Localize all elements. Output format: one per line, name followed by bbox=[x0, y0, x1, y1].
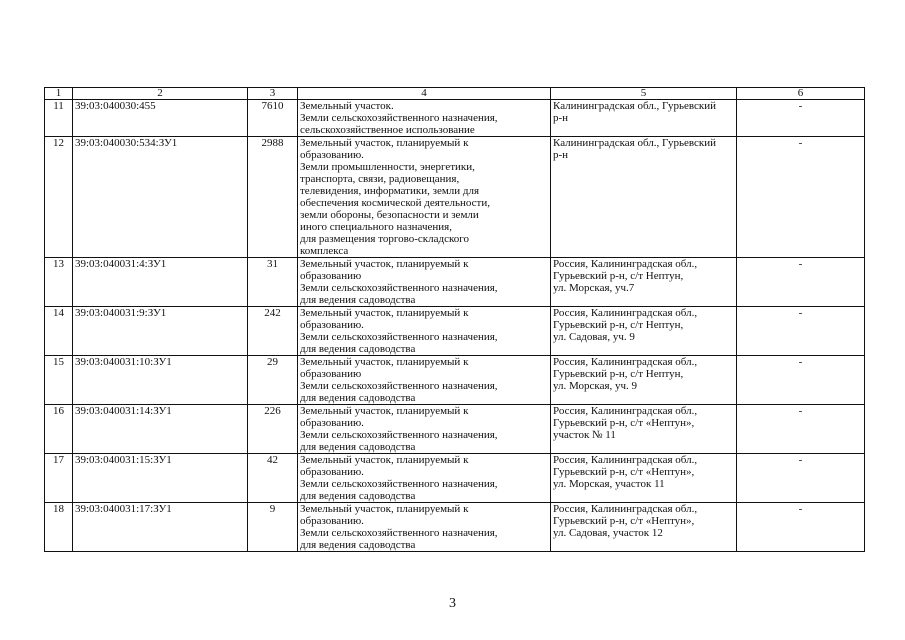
description-line: образованию. bbox=[300, 515, 364, 527]
row-number-cell: 15 bbox=[45, 356, 73, 405]
column-header-2: 2 bbox=[73, 88, 248, 100]
cadastral-number-cell: 39:03:040030:534:ЗУ1 bbox=[73, 137, 248, 258]
area-cell: 29 bbox=[248, 356, 298, 405]
description-line: комплекса bbox=[300, 245, 349, 257]
description-line: Земли сельскохозяйственного назначения, bbox=[300, 331, 498, 343]
rights-cell: - bbox=[737, 356, 865, 405]
description-cell bbox=[298, 137, 551, 258]
table-row bbox=[45, 405, 865, 454]
address-line: Гурьевский р-н, с/т «Нептун», bbox=[553, 466, 695, 478]
address-cell bbox=[551, 307, 737, 356]
address-line: Россия, Калининградская обл., bbox=[553, 405, 698, 417]
cadastral-number-cell: 39:03:040031:10:ЗУ1 bbox=[73, 356, 248, 405]
description-line: земли обороны, безопасности и земли bbox=[300, 209, 479, 221]
row-number-cell: 17 bbox=[45, 454, 73, 503]
address-line: ул. Морская, уч.7 bbox=[553, 282, 635, 294]
table-row bbox=[45, 137, 865, 258]
address-line: р-н bbox=[553, 112, 569, 124]
address-line: Калининградская обл., Гурьевский bbox=[553, 137, 716, 149]
description-line: Земли сельскохозяйственного назначения, bbox=[300, 527, 498, 539]
address-cell bbox=[551, 405, 737, 454]
table-row bbox=[45, 100, 865, 137]
land-plots-table bbox=[44, 87, 865, 552]
description-line: для ведения садоводства bbox=[300, 539, 416, 551]
table-row bbox=[45, 503, 865, 552]
cadastral-number-cell: 39:03:040030:455 bbox=[73, 100, 248, 137]
address-cell bbox=[551, 454, 737, 503]
column-header-3: 3 bbox=[248, 88, 298, 100]
description-line: для ведения садоводства bbox=[300, 392, 416, 404]
address-line: ул. Садовая, уч. 9 bbox=[553, 331, 635, 343]
row-number-cell: 14 bbox=[45, 307, 73, 356]
page-number: 3 bbox=[449, 596, 456, 611]
address-line: ул. Садовая, участок 12 bbox=[553, 527, 663, 539]
description-line: Земли промышленности, энергетики, bbox=[300, 161, 475, 173]
description-line: Земли сельскохозяйственного назначения, bbox=[300, 478, 498, 490]
address-cell bbox=[551, 100, 737, 137]
table-row bbox=[45, 307, 865, 356]
description-cell bbox=[298, 258, 551, 307]
description-cell bbox=[298, 405, 551, 454]
address-line: Россия, Калининградская обл., bbox=[553, 454, 698, 466]
cadastral-number-cell: 39:03:040031:4:ЗУ1 bbox=[73, 258, 248, 307]
address-line: ул. Морская, участок 11 bbox=[553, 478, 665, 490]
cadastral-number-cell: 39:03:040031:9:ЗУ1 bbox=[73, 307, 248, 356]
description-line: сельскохозяйственное использование bbox=[300, 124, 475, 136]
address-line: Россия, Калининградская обл., bbox=[553, 307, 698, 319]
table-body bbox=[45, 100, 865, 552]
description-line: образованию. bbox=[300, 466, 364, 478]
address-line: Россия, Калининградская обл., bbox=[553, 356, 698, 368]
cadastral-number-cell: 39:03:040031:17:ЗУ1 bbox=[73, 503, 248, 552]
table-row bbox=[45, 258, 865, 307]
cadastral-number-cell: 39:03:040031:15:ЗУ1 bbox=[73, 454, 248, 503]
area-cell: 2988 bbox=[248, 137, 298, 258]
address-line: Гурьевский р-н, с/т «Нептун», bbox=[553, 515, 695, 527]
description-cell bbox=[298, 100, 551, 137]
description-line: Земли сельскохозяйственного назначения, bbox=[300, 380, 498, 392]
row-number-cell: 11 bbox=[45, 100, 73, 137]
cadastral-number-cell: 39:03:040031:14:ЗУ1 bbox=[73, 405, 248, 454]
description-line: для ведения садоводства bbox=[300, 441, 416, 453]
column-header-4: 4 bbox=[298, 88, 551, 100]
column-header-1: 1 bbox=[45, 88, 73, 100]
rights-cell: - bbox=[737, 503, 865, 552]
address-line: Россия, Калининградская обл., bbox=[553, 258, 698, 270]
address-line: Гурьевский р-н, с/т Нептун, bbox=[553, 368, 684, 380]
area-cell: 31 bbox=[248, 258, 298, 307]
description-cell bbox=[298, 307, 551, 356]
address-line: участок № 11 bbox=[553, 429, 616, 441]
rights-cell: - bbox=[737, 454, 865, 503]
description-line: транспорта, связи, радиовещания, bbox=[300, 173, 460, 185]
description-line: Земли сельскохозяйственного назначения, bbox=[300, 282, 498, 294]
address-cell bbox=[551, 258, 737, 307]
description-line: Земельный участок. bbox=[300, 100, 394, 112]
description-line: для ведения садоводства bbox=[300, 490, 416, 502]
description-line: для ведения садоводства bbox=[300, 294, 416, 306]
description-line: для размещения торгово-складского bbox=[300, 233, 470, 245]
description-cell bbox=[298, 454, 551, 503]
description-line: иного специального назначения, bbox=[300, 221, 452, 233]
description-line: для ведения садоводства bbox=[300, 343, 416, 355]
column-header-5: 5 bbox=[551, 88, 737, 100]
address-line: р-н bbox=[553, 149, 569, 161]
address-line: Гурьевский р-н, с/т Нептун, bbox=[553, 270, 684, 282]
row-number-cell: 18 bbox=[45, 503, 73, 552]
row-number-cell: 16 bbox=[45, 405, 73, 454]
address-line: ул. Морская, уч. 9 bbox=[553, 380, 638, 392]
description-line: Земельный участок, планируемый к bbox=[300, 405, 469, 417]
description-line: Земельный участок, планируемый к bbox=[300, 454, 469, 466]
address-line: Россия, Калининградская обл., bbox=[553, 503, 698, 515]
area-cell: 242 bbox=[248, 307, 298, 356]
table-row bbox=[45, 356, 865, 405]
description-line: образованию bbox=[300, 270, 362, 282]
address-cell bbox=[551, 137, 737, 258]
rights-cell: - bbox=[737, 405, 865, 454]
address-line: Гурьевский р-н, с/т Нептун, bbox=[553, 319, 684, 331]
description-line: Земли сельскохозяйственного назначения, bbox=[300, 112, 498, 124]
area-cell: 7610 bbox=[248, 100, 298, 137]
address-cell bbox=[551, 356, 737, 405]
row-number-cell: 13 bbox=[45, 258, 73, 307]
rights-cell: - bbox=[737, 100, 865, 137]
description-line: Земли сельскохозяйственного назначения, bbox=[300, 429, 498, 441]
area-cell: 9 bbox=[248, 503, 298, 552]
description-cell bbox=[298, 503, 551, 552]
area-cell: 42 bbox=[248, 454, 298, 503]
address-line: Калининградская обл., Гурьевский bbox=[553, 100, 716, 112]
rights-cell: - bbox=[737, 307, 865, 356]
rights-cell: - bbox=[737, 137, 865, 258]
description-line: Земельный участок, планируемый к bbox=[300, 356, 469, 368]
area-cell: 226 bbox=[248, 405, 298, 454]
description-line: образованию bbox=[300, 368, 362, 380]
description-line: образованию. bbox=[300, 417, 364, 429]
description-line: телевидения, информатики, земли для bbox=[300, 185, 480, 197]
description-line: образованию. bbox=[300, 319, 364, 331]
address-cell bbox=[551, 503, 737, 552]
description-line: Земельный участок, планируемый к bbox=[300, 503, 469, 515]
rights-cell: - bbox=[737, 258, 865, 307]
description-line: Земельный участок, планируемый к bbox=[300, 258, 469, 270]
description-cell bbox=[298, 356, 551, 405]
column-header-6: 6 bbox=[737, 88, 865, 100]
column-number-row bbox=[45, 88, 865, 100]
description-line: образованию. bbox=[300, 149, 364, 161]
address-line: Гурьевский р-н, с/т «Нептун», bbox=[553, 417, 695, 429]
row-number-cell: 12 bbox=[45, 137, 73, 258]
description-line: Земельный участок, планируемый к bbox=[300, 307, 469, 319]
table-row bbox=[45, 454, 865, 503]
description-line: обеспечения космической деятельности, bbox=[300, 197, 490, 209]
description-line: Земельный участок, планируемый к bbox=[300, 137, 469, 149]
